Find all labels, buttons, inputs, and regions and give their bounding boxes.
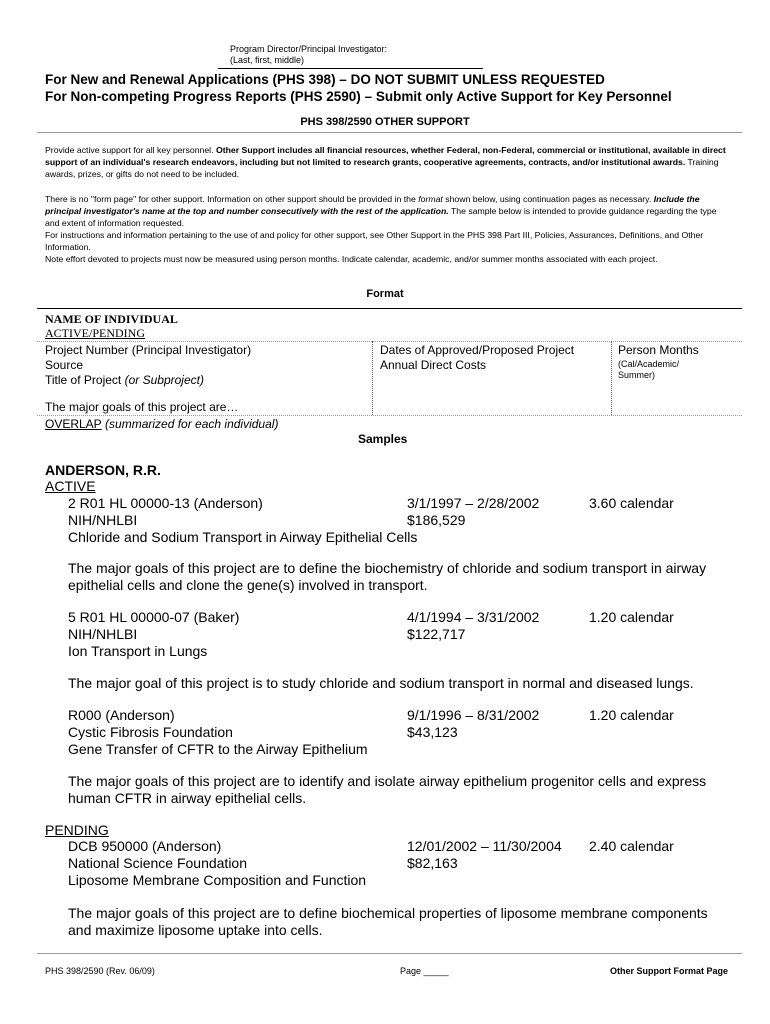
active-project-2 [68,609,239,660]
form-title: PHS 398/2590 OTHER SUPPORT [300,116,470,128]
intro-p2-b: shown below, using continuation pages as necessary. [442,194,654,204]
active-project-3 [68,707,368,758]
format-overlap-label: OVERLAP [45,417,102,431]
pi-label-line1: Program Director/Principal Investigator: [230,44,388,54]
project-goals: The major goal of this project is to study chloride and sodium transport in normal and diseased lungs. [68,675,694,691]
project-title: Ion Transport in Lungs [68,643,208,659]
format-top-rule [37,308,742,309]
project-number: R000 (Anderson) [68,707,175,723]
intro-p2-c: The sample below is intended to provide guidance regarding the type and extent of information requested. [45,206,717,228]
intro-p1-bold: Other Support includes all financial resources, whether Federal, non-Federal, commercial or institutional, available in direct support of an individual's research endeavors, including but not limited to research grants, cooperative agreements, contracts, and/or institutional awards. [45,145,726,167]
intro-p2-bold-italic: Include the principal investigator's name at the top and number consecutively with the rest of the application. [45,194,700,216]
project-source: NIH/NHLBI [68,626,138,642]
project-source: NIH/NHLBI [68,512,138,528]
project-source: National Science Foundation [68,855,248,871]
intro-paragraph-2 [45,193,730,229]
project-dates: 12/01/2002 – 11/30/2004 [407,838,562,854]
format-heading: Format [366,288,404,300]
title-line-1: For New and Renewal Applications (PHS 398) – DO NOT SUBMIT UNLESS REQUESTED [45,72,605,87]
active-project-1 [68,495,417,546]
intro-paragraph-3: For instructions and information pertaining to the use of and policy for other support, see Other Support in the PHS 398 Part III, Policies, Assurances, Definitions, and Other Information. [45,230,704,252]
format-col1-line3 [45,373,251,388]
intro-p1-text: Provide active support for all key personnel. [45,145,216,155]
pending-project-1-dates [407,838,562,872]
format-active-pending: ACTIVE/PENDING [45,326,145,340]
project-number: 2 R01 HL 00000-13 (Anderson) [68,495,263,511]
project-goals: The major goals of this project are to define biochemical properties of liposome membrane components and maximize liposome uptake into cells. [68,905,708,938]
format-col1-line3-text: Title of Project [45,373,125,387]
intro-p2-a: There is no "form page" for other support. Information on other support should be provided in the [45,194,419,204]
format-col1 [45,343,251,388]
format-name-of-individual: NAME OF INDIVIDUAL [45,312,178,326]
format-col2 [380,343,574,373]
project-title: Liposome Membrane Composition and Function [68,872,367,888]
project-months: 1.20 calendar [589,707,674,723]
active-project-2-dates [407,609,539,643]
pi-label [230,44,387,66]
form-title-rule [37,132,742,133]
format-overlap [45,417,278,432]
active-project-3-dates [407,707,539,741]
sample-name: ANDERSON, R.R. [45,462,161,478]
project-title: Gene Transfer of CFTR to the Airway Epithelium [68,741,368,757]
project-months: 1.20 calendar [589,609,674,625]
title-line-2: For Non-competing Progress Reports (PHS 2590) – Submit only Active Support for Key Personnel [45,89,672,104]
footer-page-title: Other Support Format Page [610,966,729,976]
format-box-bottom [37,415,742,416]
project-dates: 3/1/1997 – 2/28/2002 [407,495,540,511]
project-number: DCB 950000 (Anderson) [68,838,222,854]
pi-name-underline[interactable] [218,68,483,69]
project-months: 3.60 calendar [589,495,674,511]
active-label: ACTIVE [45,478,96,494]
footer-form-number: PHS 398/2590 (Rev. 06/09) [45,966,155,976]
intro-p2-italic: format [418,194,443,204]
project-title: Chloride and Sodium Transport in Airway Epithelial Cells [68,529,418,545]
format-col2-line1: Dates of Approved/Proposed Project [380,343,575,357]
pending-label: PENDING [45,822,109,838]
footer-rule [37,953,742,954]
project-cost: $43,123 [407,724,458,740]
intro-p1-tail: Training awards, prizes, or gifts do not need to be included. [45,157,719,179]
samples-heading: Samples [358,432,408,446]
format-col3-line3: Summer) [618,370,656,380]
intro-paragraph-4: Note effort devoted to projects must now be measured using person months. Indicate calendar, academic, and/or summer months associated with each project. [45,254,658,264]
format-col-divider-2 [611,341,612,415]
format-col3-line1: Person Months [618,343,699,357]
active-project-1-dates [407,495,539,529]
format-col1-line2: Source [45,358,84,372]
project-dates: 9/1/1996 – 8/31/2002 [407,707,540,723]
format-col3-line2: (Cal/Academic/ [618,359,680,369]
format-col3 [618,343,699,381]
format-col2-line2: Annual Direct Costs [380,358,487,372]
format-col1-line1: Project Number (Principal Investigator) [45,343,252,357]
intro-paragraph-1 [45,144,730,180]
project-cost: $122,717 [407,626,466,642]
project-number: 5 R01 HL 00000-07 (Baker) [68,609,240,625]
project-cost: $186,529 [407,512,466,528]
format-goals: The major goals of this project are… [45,400,239,414]
pi-label-line2: (Last, first, middle) [230,55,305,65]
project-cost: $82,163 [407,855,458,871]
footer-page-number[interactable]: Page _____ [400,966,449,976]
pending-project-1 [68,838,366,889]
project-months: 2.40 calendar [589,838,674,854]
project-goals: The major goals of this project are to identify and isolate airway epithelium progenitor cells and express human CFTR in airway epithelial cells. [68,773,707,806]
format-overlap-italic: (summarized for each individual) [101,417,279,431]
format-box-top [37,341,742,342]
project-dates: 4/1/1994 – 3/31/2002 [407,609,540,625]
project-goals: The major goals of this project are to define the biochemistry of chloride and sodium transport in airway epithelial cells and clone the gene(s) involved in transport. [68,560,707,593]
project-source: Cystic Fibrosis Foundation [68,724,233,740]
format-col1-line3-italic: (or Subproject) [124,373,204,387]
format-col-divider-1 [372,341,373,415]
